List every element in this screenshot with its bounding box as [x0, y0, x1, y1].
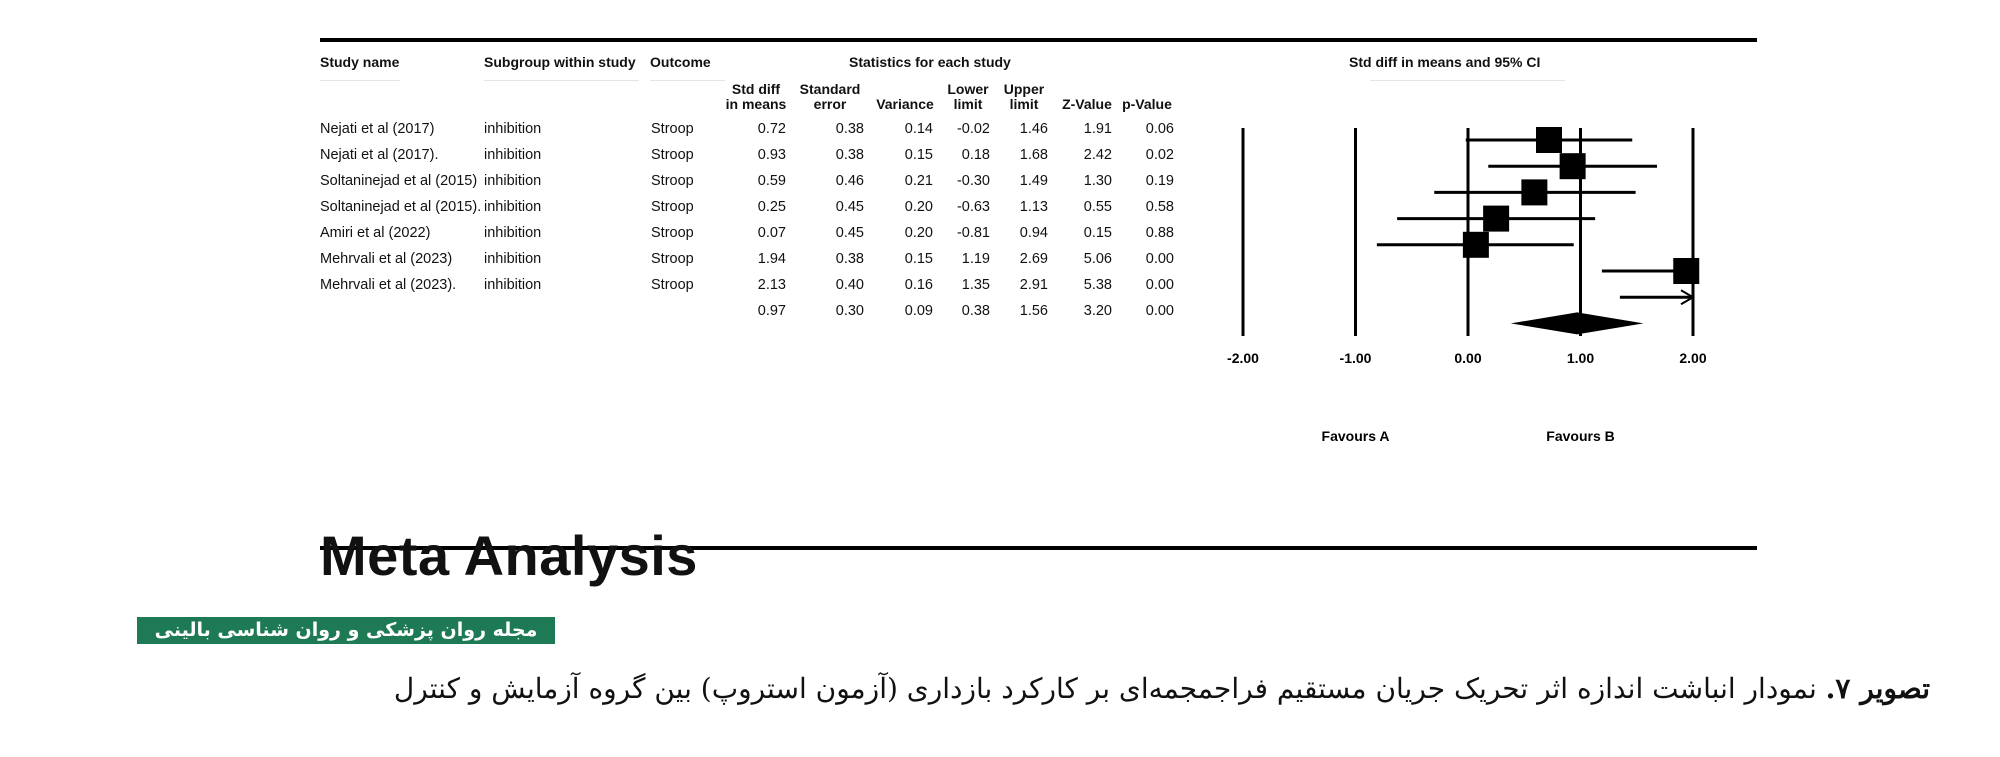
cell-p-value: 0.00 — [1145, 277, 1174, 293]
subgroup: inhibition — [484, 147, 542, 163]
caption-text: نمودار انباشت اندازه اثر تحریک جریان مستقیم فراجمجمه‌ای بر کارکرد بازداری (آزمون استروپ) بین گروه آزمایش و کنترل — [393, 672, 1817, 705]
cell-z-value: 0.55 — [1083, 199, 1112, 215]
cell-standard-error: 0.38 — [835, 121, 864, 137]
study-name: Soltaninejad et al (2015) — [320, 173, 478, 189]
cell-upper-limit: 1.46 — [1019, 121, 1048, 137]
subgroup: inhibition — [484, 173, 542, 189]
outcome: Stroop — [651, 277, 694, 293]
header-statistics-group: Statistics for each study — [849, 54, 1011, 70]
cell-standard-error: 0.38 — [835, 251, 864, 267]
meta-analysis-title: Meta Analysis — [320, 524, 698, 587]
cell-lower-limit: 0.18 — [961, 147, 990, 163]
x-tick-label: -1.00 — [1339, 350, 1372, 366]
outcome: Stroop — [651, 225, 694, 241]
cell-variance: 0.20 — [904, 225, 933, 241]
cell-z-value: 5.06 — [1083, 251, 1112, 267]
x-tick-label: 0.00 — [1454, 350, 1482, 366]
cell-std-diff: 2.13 — [757, 277, 786, 293]
cell-std-diff: 0.07 — [757, 225, 786, 241]
column-p-value: p-Value — [1122, 96, 1172, 112]
column-z-value: Z-Value — [1062, 96, 1112, 112]
cell-variance: 0.15 — [904, 251, 933, 267]
cell-upper-limit: 2.69 — [1019, 251, 1048, 267]
cell-lower-limit: -0.30 — [956, 173, 990, 189]
summary-z-value: 3.20 — [1083, 303, 1112, 319]
column-variance: Variance — [876, 96, 934, 112]
subgroup: inhibition — [484, 251, 542, 267]
cell-lower-limit: 1.19 — [961, 251, 990, 267]
cell-p-value: 0.88 — [1145, 225, 1174, 241]
outcome: Stroop — [651, 147, 694, 163]
cell-lower-limit: -0.02 — [956, 121, 990, 137]
cell-variance: 0.14 — [904, 121, 933, 137]
cell-p-value: 0.19 — [1145, 173, 1174, 189]
cell-z-value: 1.91 — [1083, 121, 1112, 137]
x-tick-label: 2.00 — [1679, 350, 1707, 366]
cell-standard-error: 0.46 — [835, 173, 864, 189]
cell-upper-limit: 2.91 — [1019, 277, 1048, 293]
cell-standard-error: 0.45 — [835, 199, 864, 215]
point-estimate — [1483, 206, 1509, 232]
summary-diamond — [1511, 312, 1644, 334]
cell-z-value: 2.42 — [1083, 147, 1112, 163]
favours-a-label: Favours A — [1321, 428, 1390, 444]
figure-caption — [394, 672, 1930, 705]
column-lower-limit: Lower limit — [947, 81, 989, 112]
cell-variance: 0.20 — [904, 199, 933, 215]
point-estimate — [1521, 179, 1547, 205]
cell-upper-limit: 1.13 — [1019, 199, 1048, 215]
cell-std-diff: 0.59 — [757, 173, 786, 189]
header-ci-group: Std diff in means and 95% CI — [1349, 54, 1541, 70]
cell-variance: 0.21 — [904, 173, 933, 189]
cell-z-value: 1.30 — [1083, 173, 1112, 189]
header-subgroup: Subgroup within study — [484, 54, 636, 70]
outcome: Stroop — [651, 173, 694, 189]
favours-b-label: Favours B — [1546, 428, 1615, 444]
point-estimate — [1560, 153, 1586, 179]
summary-std-diff: 0.97 — [757, 303, 786, 319]
study-name: Nejati et al (2017) — [320, 121, 435, 137]
cell-variance: 0.16 — [904, 277, 933, 293]
point-estimate — [1463, 232, 1489, 258]
cell-upper-limit: 1.49 — [1019, 173, 1048, 189]
column-upper-limit: Upper limit — [1003, 81, 1045, 112]
study-name: Amiri et al (2022) — [320, 225, 431, 241]
summary-lower-limit: 0.38 — [961, 303, 990, 319]
outcome: Stroop — [651, 251, 694, 267]
cell-standard-error: 0.40 — [835, 277, 864, 293]
cell-std-diff: 1.94 — [757, 251, 786, 267]
cell-standard-error: 0.45 — [835, 225, 864, 241]
cell-standard-error: 0.38 — [835, 147, 864, 163]
cell-std-diff: 0.93 — [757, 147, 786, 163]
cell-lower-limit: -0.81 — [956, 225, 990, 241]
subgroup: inhibition — [484, 121, 542, 137]
point-estimate — [1536, 127, 1562, 153]
journal-badge: مجله روان پزشکی و روان شناسی بالینی ایران — [137, 617, 555, 644]
x-tick-label: 1.00 — [1566, 350, 1595, 366]
study-name: Nejati et al (2017). — [320, 147, 439, 163]
cell-lower-limit: 1.35 — [961, 277, 990, 293]
cell-z-value: 0.15 — [1083, 225, 1112, 241]
column-std-diff: Std diff in means — [725, 81, 787, 112]
cell-upper-limit: 0.94 — [1019, 225, 1048, 241]
cell-p-value: 0.02 — [1145, 147, 1174, 163]
cell-lower-limit: -0.63 — [956, 199, 990, 215]
x-tick-label: -2.00 — [1227, 350, 1259, 366]
cell-p-value: 0.06 — [1145, 121, 1174, 137]
cell-p-value: 0.58 — [1145, 199, 1174, 215]
study-name: Mehrvali et al (2023). — [320, 277, 457, 293]
study-name: Soltaninejad et al (2015). — [320, 199, 482, 215]
column-standard-error: Standard error — [799, 81, 861, 112]
caption-label: تصویر ۷. — [1825, 672, 1930, 705]
summary-standard-error: 0.30 — [835, 303, 864, 319]
summary-upper-limit: 1.56 — [1019, 303, 1048, 319]
summary-variance: 0.09 — [904, 303, 933, 319]
cell-std-diff: 0.25 — [757, 199, 786, 215]
study-name: Mehrvali et al (2023) — [320, 251, 453, 267]
header-outcome: Outcome — [650, 54, 711, 70]
cell-std-diff: 0.72 — [757, 121, 786, 137]
subgroup: inhibition — [484, 277, 542, 293]
header-study-name: Study name — [320, 54, 400, 70]
subgroup: inhibition — [484, 225, 542, 241]
cell-variance: 0.15 — [904, 147, 933, 163]
cell-z-value: 5.38 — [1083, 277, 1112, 293]
point-estimate — [1673, 258, 1699, 284]
outcome: Stroop — [651, 199, 694, 215]
cell-p-value: 0.00 — [1145, 251, 1174, 267]
outcome: Stroop — [651, 121, 694, 137]
cell-upper-limit: 1.68 — [1019, 147, 1048, 163]
subgroup: inhibition — [484, 199, 542, 215]
summary-p-value: 0.00 — [1145, 303, 1174, 319]
